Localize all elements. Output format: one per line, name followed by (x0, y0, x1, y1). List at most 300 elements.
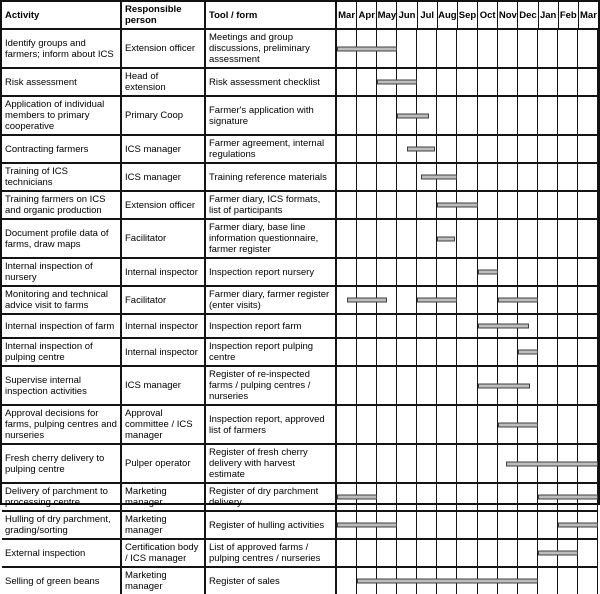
tool-form-cell: Farmer's application with signature (206, 97, 337, 134)
responsible-person-cell: Marketing manager (122, 512, 206, 538)
month-label: Mar (337, 2, 357, 28)
tool-form-cell: Inspection report pulping centre (206, 339, 337, 365)
gantt-bar (498, 298, 538, 303)
gantt-month-slot (397, 367, 417, 404)
gantt-bar (538, 495, 598, 500)
gantt-month-slot (377, 315, 397, 337)
gantt-month-slot (457, 136, 477, 162)
gantt-month-slot (558, 220, 578, 257)
header-row (2, 2, 598, 30)
table-row (2, 287, 598, 315)
gantt-bar (357, 579, 538, 584)
gantt-month-slot (538, 315, 558, 337)
gantt-month-slot (357, 220, 377, 257)
gantt-month-slot (397, 406, 417, 443)
gantt-month-slot (397, 164, 417, 190)
responsible-person-cell: Extension officer (122, 192, 206, 218)
gantt-bar (337, 46, 397, 51)
gantt-cell (337, 69, 598, 95)
gantt-month-slot (457, 220, 477, 257)
gantt-month-slot (558, 97, 578, 134)
responsible-person-cell: Marketing manager (122, 568, 206, 594)
gantt-month-slot (417, 259, 437, 285)
gantt-month-slot (437, 484, 457, 510)
gantt-month-slot (377, 164, 397, 190)
gantt-cell (337, 540, 598, 566)
gantt-bar (407, 147, 435, 152)
gantt-month-slot (417, 315, 437, 337)
gantt-month-slot (558, 259, 578, 285)
gantt-month-slot (578, 220, 598, 257)
header-activity: Activity (2, 2, 122, 28)
tool-form-cell: Risk assessment checklist (206, 69, 337, 95)
activity-cell: Fresh cherry delivery to pulping centre (2, 445, 122, 482)
gantt-bar (498, 422, 538, 427)
gantt-bar (337, 523, 397, 528)
gantt-month-slot (518, 259, 538, 285)
gantt-month-slot (377, 339, 397, 365)
gantt-bar (478, 270, 498, 275)
gantt-month-slot (538, 512, 558, 538)
month-label: Jan (539, 2, 559, 28)
gantt-month-slot (337, 568, 357, 594)
gantt-month-slot (558, 339, 578, 365)
gantt-month-slot (377, 192, 397, 218)
gantt-bar (397, 113, 429, 118)
gantt-month-slot (538, 97, 558, 134)
gantt-cell (337, 315, 598, 337)
tool-form-cell: Register of dry parchment delivery (206, 484, 337, 510)
gantt-month-slot (478, 406, 498, 443)
gantt-month-slot (478, 97, 498, 134)
gantt-bar (347, 298, 387, 303)
gantt-month-slot (417, 220, 437, 257)
gantt-month-slot (478, 484, 498, 510)
table-row (2, 97, 598, 136)
gantt-month-slot (457, 69, 477, 95)
gantt-month-slot (518, 220, 538, 257)
gantt-month-slot (498, 484, 518, 510)
gantt-month-slot (417, 192, 437, 218)
gantt-month-slot (417, 69, 437, 95)
responsible-person-cell: Facilitator (122, 220, 206, 257)
gantt-month-slot (337, 69, 357, 95)
gantt-month-slot (578, 97, 598, 134)
gantt-month-slot (478, 69, 498, 95)
gantt-month-slot (538, 367, 558, 404)
tool-form-cell: Meetings and group discussions, preliminary assessment (206, 30, 337, 67)
tool-form-cell: Farmer diary, farmer register (enter visits) (206, 287, 337, 313)
gantt-cell (337, 406, 598, 443)
gantt-month-slot (457, 512, 477, 538)
table-row (2, 445, 598, 484)
gantt-month-slot (558, 287, 578, 313)
table-row (2, 259, 598, 287)
gantt-bar (437, 236, 455, 241)
gantt-month-slot (417, 30, 437, 67)
gantt-bar (558, 523, 598, 528)
gantt-month-slot (437, 30, 457, 67)
gantt-month-slot (478, 512, 498, 538)
gantt-month-slot (397, 445, 417, 482)
gantt-month-slot (578, 540, 598, 566)
tool-form-cell: Inspection report, approved list of farmers (206, 406, 337, 443)
gantt-month-slot (437, 339, 457, 365)
gantt-month-slot (558, 69, 578, 95)
gantt-cell (337, 97, 598, 134)
gantt-cell (337, 220, 598, 257)
gantt-month-slot (417, 484, 437, 510)
responsible-person-cell: ICS manager (122, 164, 206, 190)
gantt-month-slot (417, 367, 437, 404)
gantt-bar (377, 80, 417, 85)
gantt-month-slot (558, 568, 578, 594)
gantt-month-slot (337, 220, 357, 257)
gantt-month-slot (457, 315, 477, 337)
activity-cell: Selling of green beans (2, 568, 122, 594)
gantt-month-slot (498, 540, 518, 566)
gantt-month-slot (377, 259, 397, 285)
gantt-month-slot (337, 367, 357, 404)
month-header (337, 2, 598, 28)
gantt-month-slot (558, 136, 578, 162)
gantt-month-slot (478, 540, 498, 566)
gantt-month-slot (558, 315, 578, 337)
gantt-month-slot (417, 445, 437, 482)
gantt-month-slot (337, 164, 357, 190)
gantt-cell (337, 192, 598, 218)
tool-form-cell: Register of fresh cherry delivery with harvest estimate (206, 445, 337, 482)
gantt-month-slot (498, 136, 518, 162)
gantt-month-slot (457, 339, 477, 365)
gantt-month-slot (337, 192, 357, 218)
gantt-month-slot (357, 339, 377, 365)
gantt-month-slot (377, 220, 397, 257)
gantt-month-slot (578, 192, 598, 218)
gantt-month-slot (478, 445, 498, 482)
month-label: Apr (357, 2, 377, 28)
table-row (2, 315, 598, 339)
gantt-month-slot (538, 164, 558, 190)
gantt-month-slot (478, 30, 498, 67)
activity-cell: Training of ICS technicians (2, 164, 122, 190)
gantt-cell (337, 339, 598, 365)
gantt-bar (506, 461, 598, 466)
activity-cell: Internal inspection of farm (2, 315, 122, 337)
gantt-month-slot (457, 406, 477, 443)
gantt-month-slot (357, 69, 377, 95)
responsible-person-cell: Head of extension (122, 69, 206, 95)
table-row (2, 164, 598, 192)
responsible-person-cell: Facilitator (122, 287, 206, 313)
gantt-month-slot (457, 164, 477, 190)
gantt-month-slot (538, 220, 558, 257)
gantt-month-slot (578, 30, 598, 67)
table-row (2, 220, 598, 259)
gantt-cell (337, 287, 598, 313)
gantt-month-slot (478, 136, 498, 162)
gantt-month-slot (437, 512, 457, 538)
gantt-month-slot (357, 97, 377, 134)
gantt-month-slot (518, 97, 538, 134)
gantt-month-slot (377, 406, 397, 443)
gantt-month-slot (457, 540, 477, 566)
responsible-person-cell: ICS manager (122, 136, 206, 162)
gantt-month-slot (558, 164, 578, 190)
gantt-month-slot (518, 164, 538, 190)
gantt-month-slot (558, 30, 578, 67)
gantt-month-slot (437, 97, 457, 134)
activity-cell: Training farmers on ICS and organic production (2, 192, 122, 218)
gantt-month-slot (437, 69, 457, 95)
gantt-month-slot (558, 406, 578, 443)
gantt-month-slot (397, 287, 417, 313)
gantt-month-slot (417, 406, 437, 443)
gantt-month-slot (578, 406, 598, 443)
gantt-month-slot (377, 136, 397, 162)
gantt-month-slot (337, 315, 357, 337)
gantt-month-slot (457, 97, 477, 134)
responsible-person-cell: Internal inspector (122, 315, 206, 337)
gantt-month-slot (437, 406, 457, 443)
tool-form-cell: Farmer agreement, internal regulations (206, 136, 337, 162)
gantt-month-slot (457, 259, 477, 285)
gantt-month-slot (578, 69, 598, 95)
gantt-month-slot (478, 220, 498, 257)
gantt-month-slot (377, 97, 397, 134)
gantt-month-slot (538, 287, 558, 313)
gantt-month-slot (538, 30, 558, 67)
gantt-month-slot (397, 512, 417, 538)
gantt-bar (478, 324, 529, 329)
gantt-month-slot (558, 367, 578, 404)
gantt-month-slot (397, 540, 417, 566)
responsible-person-cell: Certification body / ICS manager (122, 540, 206, 566)
gantt-month-slot (578, 259, 598, 285)
activity-cell: Risk assessment (2, 69, 122, 95)
gantt-month-slot (538, 568, 558, 594)
activity-cell: Delivery of parchment to processing centre (2, 484, 122, 510)
table-row (2, 339, 598, 367)
month-label: Dec (518, 2, 538, 28)
gantt-month-slot (397, 315, 417, 337)
gantt-month-slot (478, 339, 498, 365)
gantt-month-slot (397, 192, 417, 218)
gantt-month-slot (437, 367, 457, 404)
activity-cell: Internal inspection of pulping centre (2, 339, 122, 365)
gantt-month-slot (337, 339, 357, 365)
responsible-person-cell: Marketing manager (122, 484, 206, 510)
gantt-month-slot (457, 30, 477, 67)
gantt-cell (337, 512, 598, 538)
header-tool-form: Tool / form (206, 2, 337, 28)
gantt-month-slot (538, 406, 558, 443)
responsible-person-cell: Pulper operator (122, 445, 206, 482)
month-label: Sep (458, 2, 478, 28)
gantt-month-slot (397, 220, 417, 257)
gantt-bar (478, 383, 530, 388)
month-label: Aug (438, 2, 458, 28)
responsible-person-cell: Primary Coop (122, 97, 206, 134)
gantt-cell (337, 445, 598, 482)
gantt-month-slot (518, 484, 538, 510)
activity-cell: Internal inspection of nursery (2, 259, 122, 285)
gantt-month-slot (377, 540, 397, 566)
gantt-cell (337, 568, 598, 594)
activity-cell: External inspection (2, 540, 122, 566)
table-row (2, 30, 598, 69)
gantt-month-slot (498, 164, 518, 190)
gantt-cell (337, 164, 598, 190)
gantt-month-slot (337, 97, 357, 134)
gantt-month-slot (457, 445, 477, 482)
gantt-month-slot (498, 97, 518, 134)
gantt-month-slot (357, 540, 377, 566)
gantt-month-slot (478, 164, 498, 190)
tool-form-cell: Register of sales (206, 568, 337, 594)
gantt-month-slot (498, 30, 518, 67)
gantt-month-slot (518, 30, 538, 67)
gantt-month-slot (397, 259, 417, 285)
gantt-bar (437, 203, 477, 208)
table-row (2, 540, 598, 568)
gantt-month-slot (337, 540, 357, 566)
gantt-month-slot (478, 287, 498, 313)
gantt-month-slot (357, 192, 377, 218)
tool-form-cell: Farmer diary, ICS formats, list of participants (206, 192, 337, 218)
gantt-month-slot (357, 406, 377, 443)
gantt-month-slot (538, 136, 558, 162)
gantt-month-slot (538, 192, 558, 218)
gantt-month-slot (417, 512, 437, 538)
gantt-month-slot (457, 367, 477, 404)
activity-cell: Contracting farmers (2, 136, 122, 162)
activity-cell: Approval decisions for farms, pulping centres and nurseries (2, 406, 122, 443)
gantt-month-slot (377, 367, 397, 404)
tool-form-cell: Training reference materials (206, 164, 337, 190)
gantt-month-slot (518, 192, 538, 218)
month-label: Feb (559, 2, 579, 28)
gantt-bar (337, 495, 377, 500)
gantt-month-slot (437, 136, 457, 162)
gantt-month-slot (578, 164, 598, 190)
gantt-month-slot (357, 445, 377, 482)
gantt-month-slot (538, 259, 558, 285)
gantt-month-slot (397, 484, 417, 510)
responsible-person-cell: Internal inspector (122, 339, 206, 365)
gantt-month-slot (337, 136, 357, 162)
gantt-month-slot (417, 540, 437, 566)
gantt-month-slot (337, 445, 357, 482)
activity-cell: Application of individual members to primary cooperative (2, 97, 122, 134)
gantt-bar (518, 350, 538, 355)
gantt-month-slot (417, 339, 437, 365)
gantt-month-slot (538, 69, 558, 95)
responsible-person-cell: Internal inspector (122, 259, 206, 285)
month-label: Jul (418, 2, 438, 28)
table-row (2, 406, 598, 445)
table-row (2, 568, 598, 594)
gantt-month-slot (558, 192, 578, 218)
gantt-bar (421, 175, 457, 180)
activity-cell: Monitoring and technical advice visit to farms (2, 287, 122, 313)
table-row (2, 136, 598, 164)
month-label: May (377, 2, 397, 28)
gantt-month-slot (377, 445, 397, 482)
gantt-month-slot (478, 192, 498, 218)
gantt-month-slot (578, 367, 598, 404)
gantt-month-slot (357, 164, 377, 190)
tool-form-cell: List of approved farms / pulping centres / nurseries (206, 540, 337, 566)
month-label: Mar (580, 9, 597, 21)
gantt-month-slot (498, 220, 518, 257)
gantt-month-slot (578, 568, 598, 594)
gantt-month-slot (538, 339, 558, 365)
responsible-person-cell: Approval committee / ICS manager (122, 406, 206, 443)
gantt-month-slot (377, 484, 397, 510)
gantt-month-slot (437, 259, 457, 285)
gantt-month-slot (397, 339, 417, 365)
gantt-month-slot (518, 136, 538, 162)
gantt-month-slot (498, 512, 518, 538)
gantt-month-slot (457, 484, 477, 510)
gantt-month-slot (457, 287, 477, 313)
table-row (2, 367, 598, 406)
gantt-month-slot (357, 136, 377, 162)
gantt-cell (337, 136, 598, 162)
table-row (2, 192, 598, 220)
gantt-month-slot (437, 315, 457, 337)
gantt-month-slot (498, 192, 518, 218)
gantt-month-slot (337, 259, 357, 285)
gantt-cell (337, 367, 598, 404)
gantt-month-slot (397, 30, 417, 67)
activity-cell: Supervise internal inspection activities (2, 367, 122, 404)
header-responsible-person: Responsible person (122, 2, 206, 28)
responsible-person-cell: Extension officer (122, 30, 206, 67)
gantt-bar (417, 298, 457, 303)
gantt-month-slot (357, 259, 377, 285)
gantt-cell (337, 484, 598, 510)
month-label: Jun (397, 2, 417, 28)
gantt-cell (337, 259, 598, 285)
gantt-month-slot (437, 445, 457, 482)
tool-form-cell: Inspection report farm (206, 315, 337, 337)
activity-cell: Document profile data of farms, draw maps (2, 220, 122, 257)
gantt-month-slot (578, 287, 598, 313)
gantt-month-slot (578, 136, 598, 162)
table-row (2, 512, 598, 540)
gantt-month-slot (437, 540, 457, 566)
month-label: Oct (478, 2, 498, 28)
tool-form-cell: Register of re-inspected farms / pulping centres / nurseries (206, 367, 337, 404)
gantt-month-slot (498, 339, 518, 365)
gantt-month-slot (337, 406, 357, 443)
activity-cell: Identify groups and farmers; inform about ICS (2, 30, 122, 67)
gantt-month-slot (578, 339, 598, 365)
table-row (2, 484, 598, 512)
gantt-month-slot (518, 540, 538, 566)
month-label: Nov (498, 2, 518, 28)
gantt-month-slot (518, 512, 538, 538)
table-row (2, 69, 598, 97)
activity-cell: Hulling of dry parchment, grading/sorting (2, 512, 122, 538)
gantt-month-slot (578, 315, 598, 337)
tool-form-cell: Inspection report nursery (206, 259, 337, 285)
gantt-month-slot (357, 315, 377, 337)
gantt-cell (337, 30, 598, 67)
gantt-month-slot (498, 259, 518, 285)
